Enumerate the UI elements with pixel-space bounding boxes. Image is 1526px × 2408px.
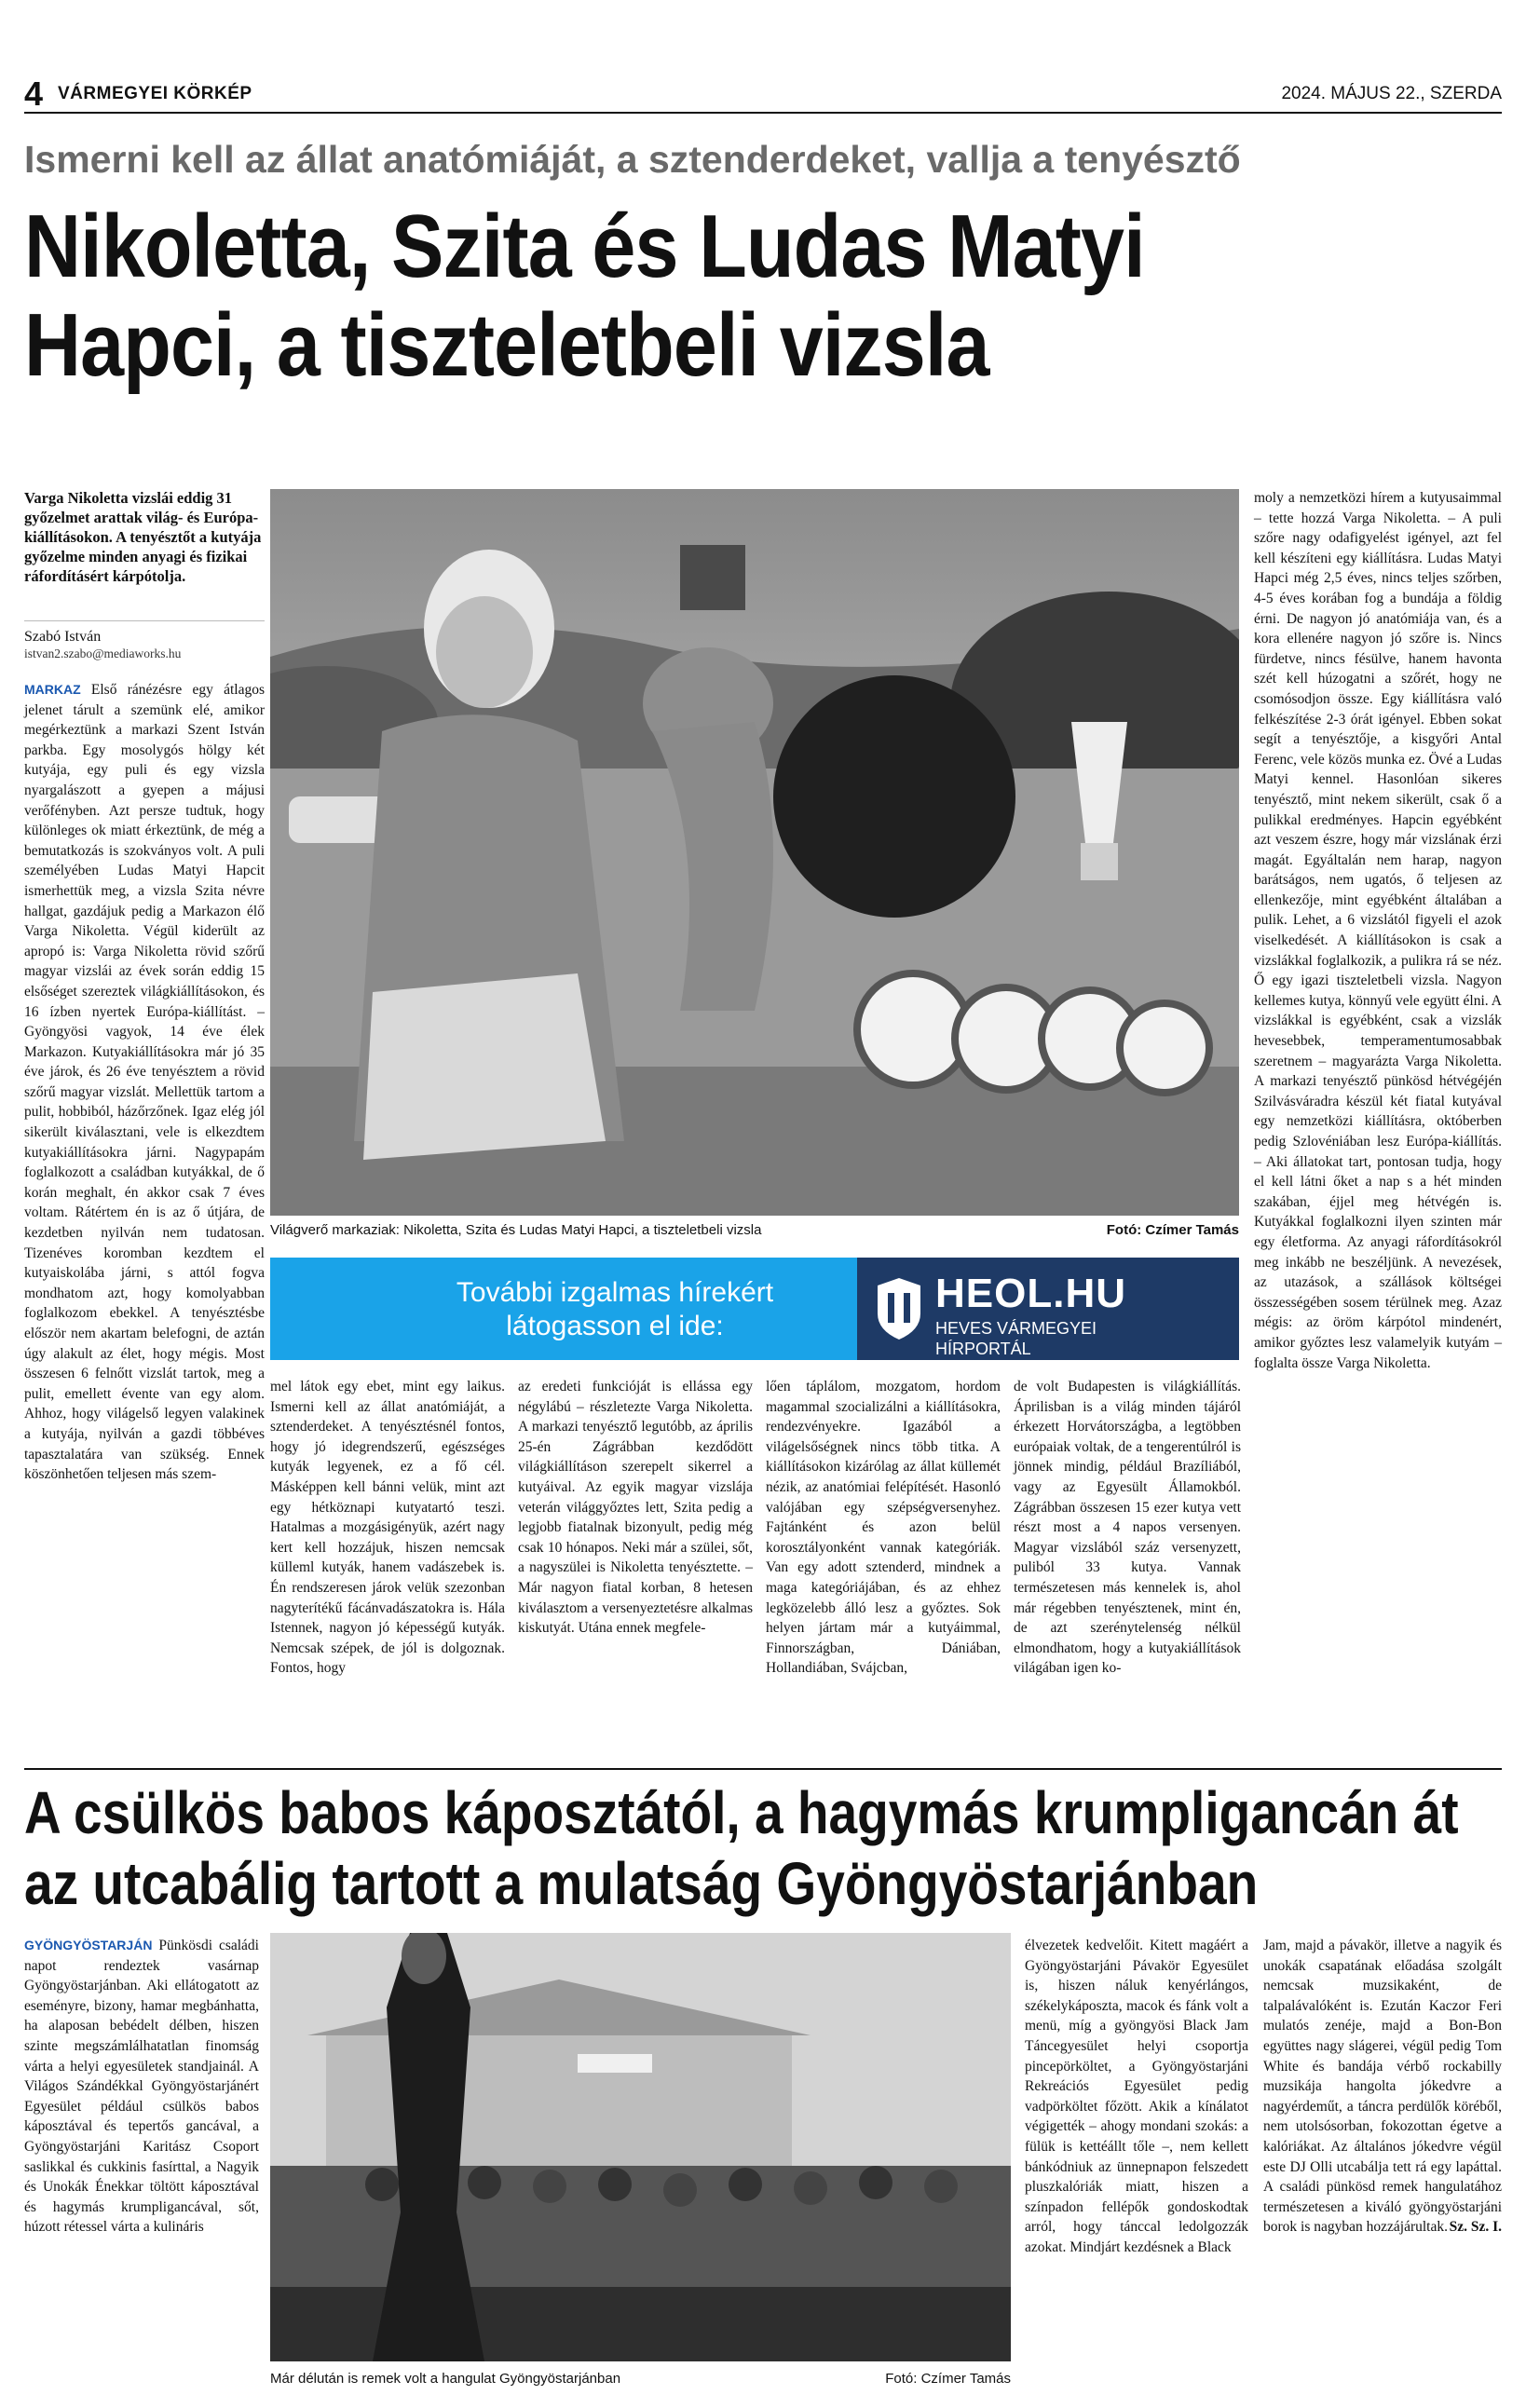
photo-credit: Fotó: Czímer Tamás: [1106, 1222, 1239, 1238]
caption-text: Világverő markaziak: Nikoletta, Szita és Ludas Matyi Hapci, a tiszteletbeli vizsla: [270, 1222, 762, 1238]
article-column-1: [24, 680, 265, 1485]
article-column-right: moly a nemzetközi hírem a kutyusaimmal – tette hozzá Varga Nikoletta. – A puli szőre nagy odafigyelést igényel, azt fel kell készíteni egy kiállításra. Ludas Matyi Hapci még 2,5 éves, nincs teljes szőrben, 4-5 éves korában fog a bundája a földig érni. De nagyon jó anatómiája van, és a kora ellenére nagyon jó szőre is. Nincs fürdetve, nincs fésülve, hanem havonta szét kell húzogatni a szőrét, hogy ne csomósodjon össze. Egy kiállításra való felkészítése 2-3 órát igényel. Ebben sokat segít a tenyésztője, a kisgyőri Antal Ferenc, vele közös munka ez. Övé a Ludas Matyi kennel. Hasonlóan sikeres tenyésztő, mint nekem sikerült, csak ő a pulikkal eredményes. Hapcin egyébként azt veszem észre, hogy már vizslának érzi magát. Egyáltalán nem harap, nagyon barátságos, nem ugatós, ő teljesen az ellenkezője, mint egyébként általában a pulik. Lehet, a 6 vizslától figyeli el azok viselkedését. A kiállításokon is csak a vizslákkal foglalkozik, a pulikra rá se néz. Ő egy igazi tiszteletbeli vizsla. Nagyon kellemes kutya, könnyű vele együtt élni. A vizslákkal is egyébként, csak a vizslák hevesebbek, temperamentumosabbak szeretnem – magyarázta Varga Nikoletta. A markazi tenyésztő pünkösd hétvégéjén Szilvásváradra készül két fiatal kutyával egy nemzetközi kiállításra, októberben pedig Szlovéniában lesz Európa-kiállítás. – Aki állatokat tart, pontosan tudja, hogy el kell látni őket a nap s a hét minden szakában, éjjel meg hétvégén is. Kutyákkal foglalkozni ilyen szinten már egy életforma. Az anyagi ráfordításokról meg inkább ne beszéljünk. A nevezések, az utazások, a szállások költségei összességében sosem térülnek meg. Azaz mégis: az öröm kárpótol mindenért, amikor győztes lesz valamelyik kutyám – foglalta össze Varga Nikoletta.: [1254, 490, 1502, 1371]
byline: Szabó István: [24, 620, 265, 646]
article-kicker: Ismerni kell az állat anatómiáját, a sztenderdeket, vallja a tenyésztő: [24, 138, 1241, 181]
article2-photo-caption: [270, 2371, 1011, 2387]
banner-sub-2: HÍRPORTÁL: [935, 1340, 1031, 1358]
headline-line-1: Nikoletta, Szita és Ludas Matyi: [24, 197, 1145, 296]
column-text: Első ránézésre egy átlagos jelenet tárult a szemünk elé, amikor megérkeztünk a markazi Szent István parkba. Egy mosolygós hölgy két kutyája, egy puli és egy vizsla nyargalászott a gyepen a májusi verőfényben. Azt persze tudtuk, hogy különleges ok miatt érkeztünk, de még a bemutatkozás is szokványos volt. A puli személyében Ludas Matyi Hapcit ismerhettük meg, a vizsla Szita névre hallgat, gazdájuk pedig a Markazon élő Varga Nikoletta. Végül kiderült az apropó is: Varga Nikoletta rövid szőrű magyar vizslái az évek során eddig 15 elsőséget szereztek világkiállításokon, és 16 ízben nyertek Európa-kiállítást. – Gyöngyösi vagyok, 14 éve élek Markazon. Kutyakiállításokra már jó 35 éve járok, és 26 éve tenyésztem a rövid szőrű magyar vizslát. Mellettük tartom a pulit, hobbiból, házőrzőnek. Igaz elég jól sikerült kiválasztani, vele is elkezdtem kutyakiállításokra járni. Nagypapám foglalkozott a családban kutyákkal, de ő korán meghalt, én akkor csak 7 éves voltam. Rátértem én is az ő útjára, de kezdetben nyilván nem tudatosan. Tizenéves koromban kezdtem el kutyaiskolába járni, s attól fogva mondhatom azt, hogy komolyabban foglalkozom ebekkel. A tenyésztésbe először nem akartam belefogni, de aztán úgy alakult az élet, hogy mégis. Most összesen 6 felnőtt vizslát tartok, meg a pulit, emellett évente van egy alom. Ahhoz, hogy világelső legyen valakinek a kutyája, nyilván a gazdi többéves tapasztalatára van szükség. Ennek köszönhetően teljesen más szem-: [24, 682, 265, 1483]
article-headline: [24, 197, 1336, 395]
caption-text: Már délután is remek volt a hangulat Gyöngyöstarjánban: [270, 2371, 621, 2387]
banner-text: [335, 1276, 894, 1343]
page-number: 4: [24, 75, 44, 113]
article-photo: [270, 489, 1239, 1216]
article2-column-1: [24, 1936, 259, 2238]
dateline: MARKAZ: [24, 682, 81, 697]
page-header: [24, 75, 1502, 114]
article2-headline: [24, 1777, 1459, 1919]
headline-line-2: Hapci, a tiszteletbeli vizsla: [24, 295, 989, 395]
article-column-4: lően táplálom, mozgatom, hordom magammal szocializálni a kiállításokra, rendezvényekre. Igazából a világelsőségnek nincs több titka. A kiállításokon kizárólag az állat küllemét nézik, az anatómiai felépítését. Hasonló valójában egy szépségversenyhez. Fajtánként és azon belül korosztályonként vannak kategóriák. Van egy adott sztenderd, mindnek a maga kategóriájában, és az ehhez legközelebb álló lesz a győztes. Sok helyen jártam már a kutyáimmal, Finnországban, Dániában, Hollandiában, Svájcban,: [766, 1379, 1001, 1677]
banner-sub-1: HEVES VÁRMEGYEI: [935, 1319, 1097, 1338]
column-text: Jam, majd a pávakör, illetve a nagyik és unokák csapatának előadása szolgált nemcsak muzsikaként, de talpalávalóként is. Ezután Kaczor Feri mulatós zenéje, majd a Bon-Bon együttes nagy slágerei, végül pedig Tom White és bandája vérbő rockabilly muzsikája hangolta jókedvre a nagyérdeműt, a táncra perdülők köréből, nem utolsósorban, fokozottan égetve a kalóriákat. Az általános jókedvre végül este DJ Olli utcabálja tett rá egy lapáttal. A családi pünkösd remek hangulatához természetesen a kiváló gyöngyöstarjáni borok is nagyban hozzájárultak.: [1263, 1938, 1502, 2236]
article-column-3: az eredeti funkcióját is ellássa egy négylábú – részletezte Varga Nikoletta. A markazi tenyésztő legutóbb, az április 25-én Zágrábban kezdődött világkiállításon szerepelt sikerrel a kutyáival. Az egyik magyar vizslája veterán világgyőztes lett, Szita pedig a legjobb fiatalnak bizonyult, pedig még csak 10 hónapos. Neki már a szülei, sőt, a nagyszülei is Nikoletta tenyésztette. – Már nagyon fiatal korban, 8 hetesen kiválasztom a versenyeztetésre alkalmas kiskutyát. Utána ennek megfele-: [518, 1379, 753, 1637]
photo-caption: [270, 1222, 1239, 1238]
column-text: Pünkösdi családi napot rendeztek vasárnap Gyöngyöstarjánban. Aki ellátogatott az eseményre, bizony, hamar megbánhatta, ha alaposan bebédelt délben, hiszen szinte megszámlálhatatlan finomság várta a helyi egyesületek standjainál. A Világos Szándékkal Gyöngyöstarjánért Egyesület például csülkös babos káposztával és tepertős gancával, a Gyöngyöstarjáni Karitász Csoport saslikkal és cukkinis fasírttal, a Nagyik és Unokák Énekkar töltött káposztával és hagymás krumpligancával, sőt, húzott rétessel várta a kulináris: [24, 1938, 259, 2236]
section-divider: [24, 1768, 1502, 1770]
photo-credit: Fotó: Czímer Tamás: [885, 2371, 1011, 2387]
author-email[interactable]: istvan2.szabo@mediaworks.hu: [24, 646, 182, 660]
issue-date: 2024. MÁJUS 22., SZERDA: [1281, 84, 1502, 103]
article2-photo: [270, 1933, 1011, 2361]
article-lead: Varga Nikoletta vizslái eddig 31 győzelmet arattak világ- és Európa-kiállításokon. A tenyésztőt a kutyája győzelme minden anyagi és fizikai ráfordításért kárpótolja.: [24, 489, 262, 585]
article2-column-3: [1263, 1936, 1502, 2238]
shield-icon: [876, 1276, 922, 1341]
banner-line-1: További izgalmas hírekért: [456, 1277, 774, 1308]
photo-festival-crowd: [270, 1933, 1011, 2361]
article2-dateline: GYÖNGYÖSTARJÁN: [24, 1938, 153, 1952]
author-signature: Sz. Sz. I.: [1449, 2219, 1502, 2236]
banner-line-2: látogasson el ide:: [506, 1311, 724, 1341]
section-title: VÁRMEGYEI KÖRKÉP: [58, 84, 252, 103]
banner-brand: HEOL.HU: [935, 1271, 1126, 1316]
article2-headline-line-2: az utcabálig tartott a mulatság Gyöngyöstarjánban: [24, 1850, 1259, 1917]
photo-woman-with-dogs: [270, 489, 1239, 1216]
article2-headline-line-1: A csülkös babos káposztától, a hagymás krumpligancán át: [24, 1779, 1459, 1846]
article-column-2: mel látok egy ebet, mint egy laikus. Ismerni kell az állat anatómiáját, a sztenderdeket. A tenyésztésnél fontos, hogy jó idegrendszerű, egészséges kutyák legyenek, ez a fő cél. Másképpen kell bánni velük, mint azt egy hétköznapi kutyatartó teszi. Hatalmas a mozgásigényük, azért nagy kert kell hozzájuk, hiszen nemcsak külleml kutyák, hanem vadászebek is. Én rendszeresen járok velük szezonban nagyterítékű fácánvadászatokra is. Hála Istennek, nagyon jó képességű kutyák. Nemcsak szépek, de jól is dolgoznak. Fontos, hogy: [270, 1379, 505, 1677]
article2-column-2: élvezetek kedvelőit. Kitett magáért a Gyöngyöstarjáni Pávakör Egyesület is, hiszen náluk kenyérlángos, székelykáposzta, macok és fánk volt a menü, míg a gyöngyösi Black Jam Táncegyesület helyi csoportja pincepörköltet, a Gyöngyöstarjáni Rekreációs Egyesület pedig vadpörköltet főzött. Akik a kínálatot végigették – ahogy mondani szokás: a fülük is kettéállt tőle –, nem kellett bánkódniuk az ünnepnapon felszedett pluszkalóriák miatt, hiszen a színpadon fellépők gondoskodtak arról, hogy tánccal ledolgozzák azokat. Mindjárt kezdésnek a Black: [1025, 1938, 1248, 2255]
heol-banner[interactable]: [270, 1258, 1239, 1360]
article-column-5: de volt Budapesten is világkiállítás. Áprilisban is a világ minden tájáról érkezett Horvátországba, a legtöbben európaiak voltak, de a tengerentúlról is jönnek mindig, például Brazíliából, vagy az Egyesült Államokból. Zágrábban összesen 15 ezer kutya vett részt most a 4 napos versenyen. Magyar vizslából száz versenyzett, puliból 33 kutya. Vannak természetesen más kennelek is, ahol már régebben tenyésztenek, mint én, de azt szerénytelenség nélkül elmondhatom, hogy a kutyakiállítások világában igen ko-: [1014, 1379, 1241, 1677]
